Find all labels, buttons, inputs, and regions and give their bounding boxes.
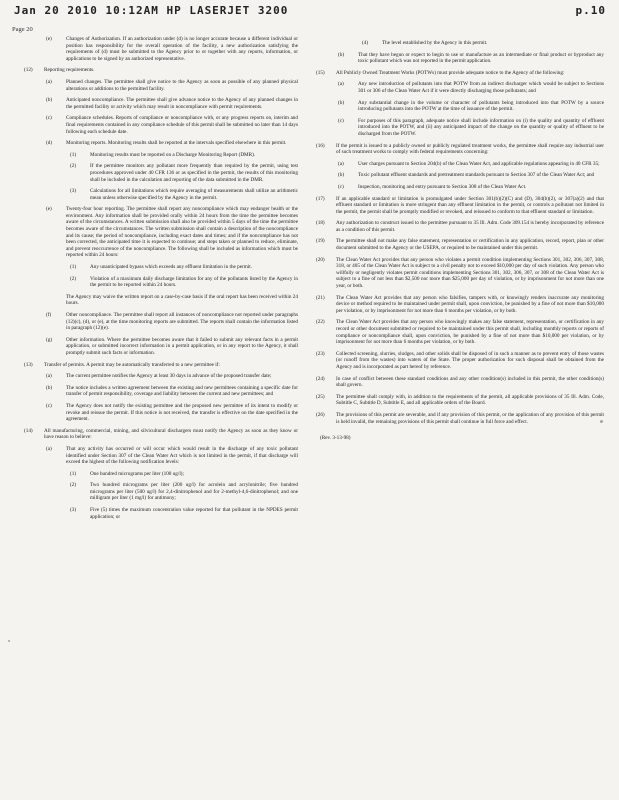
condition-text: Five (5) times the maximum concentration value reported for that pollutant in the NPDES permit application; or (90, 507, 298, 520)
condition-number: (25) (316, 393, 325, 400)
condition-text: That they have begun or expect to begin to use or manufacture as an intermediate or final product or byproduct any toxic pollutant which was not reported in the permit application. (358, 51, 604, 65)
condition-number: (24) (316, 375, 325, 382)
condition-item (312, 319, 604, 345)
condition-item (312, 81, 604, 94)
condition-item (20, 507, 298, 520)
condition-item (312, 220, 604, 233)
condition-item (20, 36, 298, 62)
condition-text: Calculations for all limitations which require averaging of measurements shall utilize an arithmetic mean unless otherwise specified by the Agency in the permit. (90, 188, 298, 201)
condition-text: That any activity has occurred or will occur which would result in the discharge of any toxic pollutant identified under Section 307 of the Clean Water Act which is not limited in the permit, if that discharge will exceed the highest of the following notification levels: (66, 445, 298, 466)
condition-number: (1) (70, 151, 77, 158)
condition-text: The Clean Water Act provides that any person who falsifies, tampers with, or knowingly renders inaccurate any monitoring device or method required to be maintained under permit shall, upon conviction, be punished by a fine of not more than $10,000 per violation, or by imprisonment for not more than 6 months per violation, or by both. (336, 294, 604, 314)
condition-number: (3) (70, 507, 77, 514)
condition-item (20, 362, 298, 369)
condition-item (20, 79, 298, 92)
condition-number: (12) (24, 67, 33, 74)
condition-item (312, 52, 604, 65)
condition-text: The Agency may waive the written report on a case-by-case basis if the oral report has been received within 24 hours. (66, 293, 298, 307)
condition-number: (b) (338, 172, 345, 179)
condition-item (20, 206, 298, 259)
condition-number: (13) (24, 361, 33, 368)
condition-item (312, 118, 604, 138)
condition-text: Two hundred micrograms per liter (200 ug/l) for acrolein and acrylonitrile; five hundred micrograms per liter (500 ug/l) for 2,4-dinitrophenol and for 2-methyl-4,6-dinitrophenol; and one milligram per liter (1 mg/l) for antimony; (90, 482, 298, 502)
condition-number: (a) (46, 445, 52, 452)
condition-item (20, 140, 298, 147)
condition-number: (1) (70, 470, 77, 477)
condition-item (20, 373, 298, 380)
condition-item (20, 97, 298, 110)
condition-item (312, 161, 604, 168)
condition-item (20, 276, 298, 289)
condition-number: (e) (46, 206, 52, 213)
condition-item (312, 376, 604, 389)
condition-number: (f) (46, 312, 52, 318)
condition-number: (23) (316, 350, 325, 357)
condition-item (312, 295, 604, 315)
condition-number: (2) (70, 482, 77, 489)
condition-item (20, 264, 298, 271)
condition-text: For purposes of this paragraph, adequate notice shall include information on (i) the quality and quantity of effluent introduced into the POTW, and (ii) any anticipated impact of the change on the quantity or quality of effluent to be discharged from the POTW. (358, 117, 604, 137)
condition-text: One hundred micrograms per liter (100 ug/l); (90, 470, 184, 477)
condition-number: (26) (316, 411, 325, 418)
condition-number: (b) (46, 384, 53, 391)
condition-item (312, 238, 604, 251)
condition-item (20, 385, 298, 398)
condition-number: (g) (46, 336, 53, 343)
condition-text: Other information. Where the permittee becomes aware that it failed to submit any relevant facts in a permit application, or submitted incorrect information in a permit application, or in any report to the Agency, it shall promptly submit such facts or information. (66, 336, 298, 356)
right-column (312, 40, 604, 447)
revision-note: (Rev. 3-13-98) (320, 435, 351, 442)
condition-text: User charges pursuant to Section 204(b) of the Clean Water Act, and applicable regulations appearing in 40 CFR 35; (358, 160, 600, 167)
condition-number: (2) (70, 163, 77, 170)
condition-item (20, 482, 298, 502)
scan-speck (8, 640, 10, 642)
condition-number: (1) (70, 264, 77, 271)
condition-item (20, 428, 298, 441)
condition-text: Any unanticipated bypass which exceeds any effluent limitation in the permit. (90, 264, 252, 271)
condition-text: Twenty-four hour reporting. The permittee shall report any noncompliance which may endanger health or the environment. Any information shall be provided orally within 24 hours from the time the permittee becomes aware of the circumstances. A written submission shall also be provided within 5 days of the time the permittee becomes aware of the circumstances. The written submission shall contain a description of the noncompliance and its cause; the period of noncompliance, including exact dates and times; and if the noncompliance has not been corrected, the anticipated time it is expected to continue; and steps taken or planned to reduce, eliminate, and prevent reoccurrence of the noncompliance. The following shall be included as information which must be reported within 24 hours: (66, 206, 298, 259)
fax-header-page-number: p.10 (575, 4, 606, 17)
condition-text: All Publicly Owned Treatment Works (POTWs) must provide adequate notice to the Agency of the following: (336, 69, 565, 76)
condition-item (312, 70, 604, 77)
condition-text: Anticipated noncompliance. The permittee shall give advance notice to the Agency of any planned changes in the permitted facility or activity which may result in noncompliance with permit requirements. (66, 97, 298, 110)
condition-text: The provisions of this permit are severable, and if any provision of this permit, or the application of any provision of this permit is held invalid, the remaining provisions of this permit shall continue in full force and effect. (336, 411, 604, 425)
condition-text: Other noncompliance. The permittee shall report all instances of noncompliance not reported under paragraphs (12)(c), (d), or (e), at the time monitoring reports are submitted. The reports shall contain the information listed in paragraph (12)(e). (66, 312, 298, 332)
condition-number: (15) (316, 69, 325, 76)
condition-number: (20) (316, 256, 325, 263)
condition-text: Monitoring results must be reported on a Discharge Monitoring Report (DMR). (90, 151, 256, 158)
condition-item (20, 152, 298, 159)
condition-text: If the permit is issued to a publicly owned or publicly regulated treatment works, the permittee shall require any industrial user of such treatment works to comply with federal requirements concerning: (336, 142, 604, 156)
condition-number: (17) (316, 195, 325, 202)
condition-number: (4) (362, 40, 369, 46)
condition-item (312, 412, 604, 425)
condition-number: (a) (338, 81, 344, 88)
condition-text: Collected screening, slurries, sludges, and other solids shall be disposed of in such a manner as to prevent entry of those wastes (or runoff from the wastes) into waters of the State. The proper authorization for such disposal shall be obtained from the Agency and is incorporated as part hereof by reference. (336, 350, 604, 370)
condition-number: (d) (46, 140, 53, 147)
page-label: Page 20 (12, 26, 33, 33)
condition-text: The Clean Water Act provides that any person who knowingly makes any false statement, representation, or certification in any record or other document submitted or required to be maintained under this permit shall, including monthly reports or reports of compliance or noncompliance shall, upon conviction, be punished by a fine of not more than $10,000 per violation, or by imprisonment for not more than 6 months per violation, or by both. (336, 319, 604, 346)
condition-text: The permittee shall not make any false statement, representation or certification in any application, record, report, plan or other document submitted to the Agency or the USEPA, or required to be maintained under this permit. (336, 238, 604, 252)
condition-text: The level established by the Agency in this permit. (382, 40, 488, 46)
condition-number: (21) (316, 294, 325, 301)
condition-item (20, 163, 298, 183)
condition-text: All manufacturing, commercial, mining, and silvicultural dischargers must notify the Agency as soon as they know or have reason to believe: (44, 427, 298, 441)
condition-text: Transfer of permits. A permit may be automatically transferred to a new permittee if: (44, 361, 220, 368)
condition-item (312, 351, 604, 371)
condition-item (312, 143, 604, 156)
condition-item (20, 294, 298, 307)
condition-number: (3) (70, 188, 77, 195)
condition-item (20, 312, 298, 332)
scan-speck (600, 420, 603, 423)
condition-text: Inspection, monitoring and entry pursuant to Section 308 of the Clean Water Act. (358, 183, 527, 190)
left-column (20, 36, 298, 525)
condition-number: (14) (24, 427, 33, 434)
condition-number: (18) (316, 220, 325, 227)
condition-text: Violation of a maximum daily discharge limitation for any of the pollutants listed by the Agency in the permit to be reported within 24 hours. (90, 275, 298, 289)
condition-text: Reporting requirements. (44, 67, 95, 74)
condition-item (312, 257, 604, 290)
condition-item (20, 188, 298, 201)
condition-text: The notice includes a written agreement between the existing and new permittees containing a specific date for transfer of permit responsibility, coverage and liability between the current and new permittees; and (66, 384, 298, 398)
condition-number: (a) (338, 160, 344, 167)
condition-number: (22) (316, 319, 325, 326)
condition-number: (c) (46, 402, 52, 409)
condition-number: (c) (338, 117, 344, 124)
condition-text: The permittee shall comply with, in addition to the requirements of the permit, all applicable provisions of 35 Ill. Adm. Code, Subtitle C, Subtitle D, Subtitle E, and all applicable orders of the Board. (336, 393, 604, 407)
condition-text: The Agency does not notify the existing permittee and the proposed new permittee of its intent to modify or revoke and reissue the permit. If this notice is not received, the transfer is effective on the date specified in the agreement. (66, 402, 298, 423)
condition-number: (19) (316, 238, 325, 245)
condition-number: (b) (338, 51, 345, 58)
condition-item (312, 394, 604, 407)
condition-item (20, 115, 298, 135)
condition-item (20, 471, 298, 478)
fax-header (14, 4, 606, 22)
condition-text: Planned changes. The permittee shall give notice to the Agency as soon as possible of any planned physical alterations or additions to the permitted facility. (66, 78, 298, 92)
condition-text: Changes of Authorization. If an authorization under (d) is no longer accurate because a different individual or position has responsibility for the overall operation of the facility, a new authorization satisfying the requirements of (d) must be submitted to the Agency prior to or together with any reports, information, or applications to be signed by an authorized representative. (66, 36, 298, 62)
condition-number: (c) (46, 115, 52, 122)
fax-header-sender: Jan 20 2010 10:12AM HP LASERJET 3200 (14, 4, 289, 17)
condition-text: Any new introduction of pollutants into that POTW from an indirect discharger which would be subject to Sections 301 or 306 of the Clean Water Act if it were directly discharging those pollutants; and (358, 81, 604, 94)
condition-number: (b) (338, 99, 345, 106)
condition-item (312, 100, 604, 113)
condition-text: Monitoring reports. Monitoring results shall be reported at the intervals specified elsewhere in this permit. (66, 140, 287, 147)
condition-text: The Clean Water Act provides that any person who violates a permit condition implementing Sections 301, 302, 306, 307, 308, 318, or 405 of the Clean Water Act is subject to a civil penalty not to exceed $10,000 per day of such violation. Any person who willfully or negligently violates permit conditions implementing Sections 301, 302, 306, 307, or 308 of the Clean Water Act is subject to a fine of not less than $2,500 nor more than $25,000 per day of violation, or by imprisonment for not more than one year, or both. (336, 256, 604, 290)
condition-text: Toxic pollutant effluent standards and pretreatment standards pursuant to Section 307 of the Clean Water Act; and (358, 172, 595, 179)
condition-number: (e) (46, 36, 52, 42)
condition-text: Compliance schedules. Reports of compliance or noncompliance with, or any progress reports on, interim and final requirements contained in any compliance schedule of this permit shall be submitted no later than 14 days following each schedule date. (66, 115, 298, 135)
condition-text: Any authorization to construct issued to the permittee pursuant to 35 Ill. Adm. Code 309.154 is hereby incorporated by reference as a condition of this permit. (336, 220, 604, 233)
condition-number: (b) (46, 97, 53, 104)
condition-item (20, 337, 298, 357)
condition-text: Any substantial change in the volume or character of pollutants being introduced into that POTW by a source introducing pollutants into the POTW at the time of issuance of the permit. (358, 99, 604, 113)
condition-text: In case of conflict between these standard conditions and any other condition(s) included in this permit, the other condition(s) shall govern. (336, 375, 604, 389)
condition-item (312, 40, 604, 47)
condition-number: (a) (46, 373, 52, 380)
condition-item (312, 196, 604, 216)
condition-item (20, 403, 298, 423)
condition-number: (c) (338, 183, 344, 190)
condition-item (312, 172, 604, 179)
condition-number: (a) (46, 78, 52, 85)
condition-item (20, 67, 298, 74)
condition-text: The current permittee notifies the Agency at least 30 days in advance of the proposed transfer date; (66, 373, 272, 380)
condition-text: If the permittee monitors any pollutant more frequently than required by the permit, using test procedures approved under 40 CFR 136 or as specified in the permit, the results of this monitoring shall be included in the calculation and reporting of the data submitted in the DMR. (90, 163, 298, 183)
condition-item (20, 446, 298, 466)
condition-number: (2) (70, 275, 77, 282)
condition-text: If an applicable standard or limitation is promulgated under Section 301(b)(2)(C) and (D), 304(b)(2), or 307(a)(2) and that effluent standard or limitation is more stringent than any effluent limitation in the permit, or controls a pollutant not limited in the permit, the permit shall be promptly modified or revoked, and reissued to conform to that effluent standard or limitation. (336, 195, 604, 215)
condition-number: (16) (316, 142, 325, 149)
condition-item (312, 184, 604, 191)
